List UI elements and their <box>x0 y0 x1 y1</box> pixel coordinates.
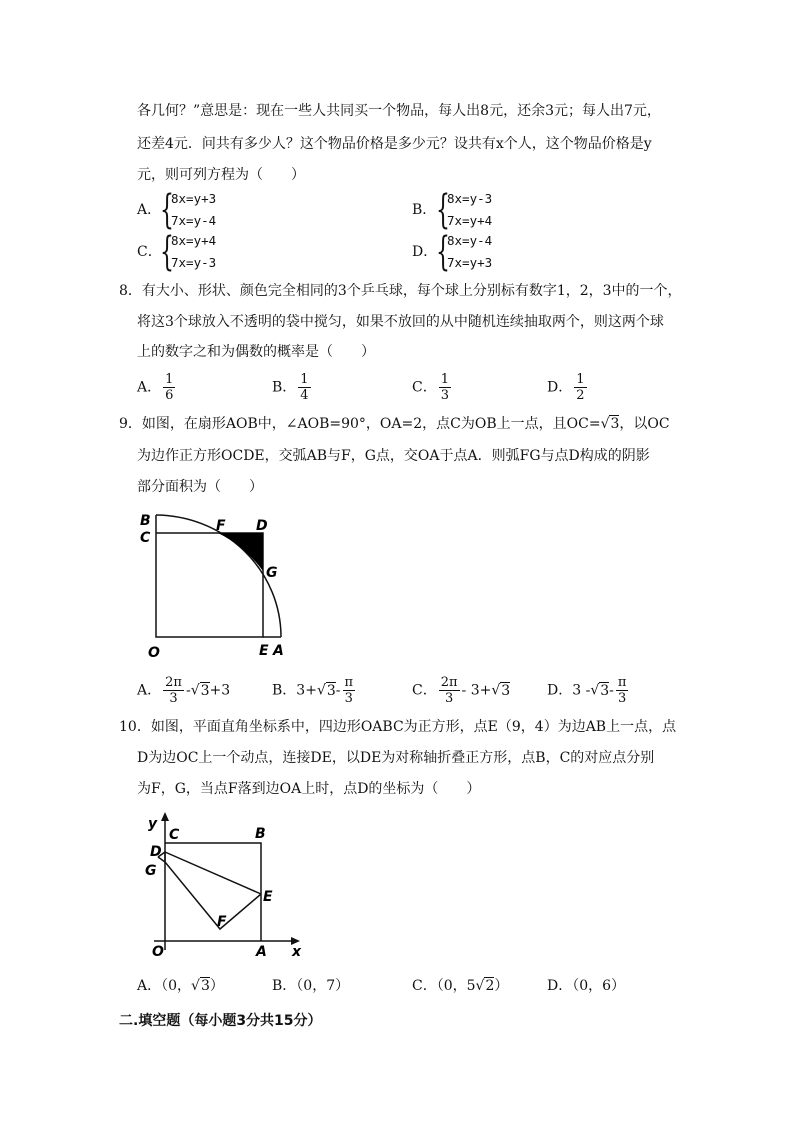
q10-option-c-pre: （0，5 <box>436 978 476 994</box>
q7-option-c-system <box>171 230 216 274</box>
q7-option-a-label: A． <box>137 202 162 218</box>
q9-line1: 9．如图，在扇形AOB中，∠AOB=90°，OA=2，点C为OB上一点，且OC=√3，以OC <box>119 416 670 432</box>
q9-option-a-tail: +3 <box>209 682 231 699</box>
q9-option-c-num: 2π <box>440 675 458 690</box>
q9-line1-tail: ，以OC <box>619 416 670 432</box>
q7-option-a-eq1: 8x=y+3 <box>171 191 217 206</box>
q9-line1-text: 9．如图，在扇形AOB中，∠AOB=90°，OA=2，点C为OB上一点，且OC= <box>119 416 601 432</box>
q7-option-d-eq1: 8x=y-4 <box>447 233 493 248</box>
q8-option-b-label: B． <box>272 379 297 396</box>
q9-option-a-minus: - <box>185 682 191 699</box>
q10-label-e: E <box>263 889 273 905</box>
q9-option-c-sqrt: 3 <box>501 682 511 699</box>
q10-option-c-label: C． <box>412 978 437 994</box>
q9-option-d-label: D． <box>547 682 573 699</box>
q9-option-a: A． $\frac{2\pi}{3}$ -√3+3 <box>137 675 231 706</box>
q9-option-b-minus: - <box>335 682 341 699</box>
q8-option-a-den: 6 <box>165 388 174 403</box>
q7-option-a-brace: { <box>160 187 174 233</box>
q10-label-o: O <box>152 944 164 960</box>
q10-option-d <box>547 976 625 996</box>
q10-label-d: D <box>150 844 162 860</box>
q8-option-d-den: 2 <box>576 388 585 403</box>
q9-option-d: D．3 -√3- $\frac{\pi}{3}$ <box>547 675 627 706</box>
q10-line2: D为边OC上一个动点，连接DE，以DE为对称轴折叠正方形，点B，C的对应点分别 <box>137 750 655 766</box>
q9-option-b-den: 3 <box>344 691 353 706</box>
q9-option-c-den: 3 <box>444 691 454 706</box>
q9-option-b: B．3+√3- $\frac{\pi}{3}$ <box>272 675 354 706</box>
q7-option-d-system <box>447 230 492 274</box>
q9-option-b-label: B． <box>272 682 297 699</box>
q7-option-d-label: D． <box>412 244 438 260</box>
q7-line1: 各几何？”意思是：现在一些人共同买一个物品，每人出8元，还余3元；每人出7元， <box>137 103 661 119</box>
q7-option-c-eq2: 7x=y-3 <box>171 255 217 270</box>
q9-label-g: G <box>266 565 278 581</box>
q10-line1: 10．如图，平面直角坐标系中，四边形OABC为正方形，点E（9，4）为边AB上一点，点 <box>119 719 677 735</box>
q7-option-b-label: B． <box>412 202 437 218</box>
q9-label-c: C <box>140 530 151 546</box>
q10-option-d-text: （0，6） <box>572 978 626 994</box>
q10-label-y: y <box>148 816 158 832</box>
q8-option-c-label: C． <box>412 379 437 396</box>
q7-option-c-label: C． <box>137 244 162 260</box>
q10-option-d-label: D． <box>547 978 573 994</box>
q10-line3: 为F，G，当点F落到边OA上时，点D的坐标为（ ） <box>137 781 481 797</box>
q10-label-b: B <box>255 826 266 842</box>
q8-option-b-num: 1 <box>300 372 309 387</box>
q7-option-b-eq2: 7x=y+4 <box>447 213 493 228</box>
q9-option-b-pre: 3+ <box>296 682 317 699</box>
q8-option-a <box>137 372 177 403</box>
q10-option-a: A．（0，√3） <box>137 978 224 994</box>
q7-option-b-system <box>447 188 492 232</box>
q9-option-d-num: π <box>617 675 627 690</box>
q9-option-b-sqrt: 3 <box>326 682 336 699</box>
q8-option-a-num: 1 <box>165 372 174 387</box>
q10-option-c-post: ） <box>494 978 509 994</box>
q8-option-b-den: 4 <box>300 388 309 403</box>
q10-label-g: G <box>145 863 157 879</box>
q8-option-b-fraction <box>298 372 310 403</box>
q7-option-d-eq2: 7x=y+3 <box>447 255 493 270</box>
q7-option-b-brace: { <box>436 187 450 233</box>
q8-option-d-num: 1 <box>576 372 585 387</box>
q9-figure <box>130 505 300 665</box>
q7-option-a-eq2: 7x=y-4 <box>171 213 217 228</box>
q8-option-a-label: A． <box>137 379 162 396</box>
q7-line2: 还差4元．问共有多少人？这个物品价格是多少元？设共有x个人，这个物品价格是y <box>137 136 652 152</box>
q7-option-b-eq1: 8x=y-3 <box>447 191 493 206</box>
q10-option-b <box>272 976 349 996</box>
section-2-heading: 二.填空题（每小题3分共15分） <box>119 1013 322 1029</box>
q10-option-b-label: B． <box>272 978 297 994</box>
q9-option-d-sqrt: 3 <box>600 682 610 699</box>
q9-option-c-mid: - 3+ <box>461 682 492 699</box>
q9-line2: 为边作正方形OCDE，交弧AB与F，G点，交OA于点A．则弧FG与点D构成的阴影 <box>137 448 650 464</box>
q9-option-b-num: π <box>344 675 354 690</box>
q10-folded-shape <box>165 852 261 929</box>
q9-line1-sqrt: 3 <box>610 416 620 432</box>
q9-line3: 部分面积为（ ） <box>137 479 263 495</box>
q9-label-e: E <box>259 643 269 659</box>
q9-label-b: B <box>140 513 151 529</box>
q7-option-c-eq1: 8x=y+4 <box>171 233 217 248</box>
q10-y-arrow-icon <box>161 812 169 821</box>
q10-option-b-text: （0，7） <box>296 978 350 994</box>
q8-line2: 将这3个球放入不透明的袋中搅匀，如果不放回的从中随机连续抽取两个，则这两个球 <box>137 314 664 330</box>
q8-option-c <box>412 372 453 403</box>
q8-option-d-fraction <box>574 372 586 403</box>
q9-option-a-label: A． <box>137 682 162 699</box>
q8-option-c-num: 1 <box>440 372 449 387</box>
q10-option-a-label: A． <box>137 978 162 994</box>
q9-option-d-minus: - <box>609 682 614 699</box>
q7-option-a-system <box>171 188 216 232</box>
q9-option-d-pre: 3 - <box>572 682 591 699</box>
q8-option-c-den: 3 <box>440 388 449 403</box>
q10-option-c: C．（0，5√2） <box>412 978 509 994</box>
q7-option-c-brace: { <box>160 229 174 275</box>
q10-label-x: x <box>292 944 302 960</box>
q9-option-d-den: 3 <box>618 691 627 706</box>
q10-label-a: A <box>256 944 267 960</box>
q10-option-a-pre: （0， <box>161 978 192 994</box>
q8-line1: 8．有大小、形状、颜色完全相同的3个乒乓球，每个球上分别标有数字1，2，3中的一个， <box>119 283 682 299</box>
q8-line3: 上的数字之和为偶数的概率是（ ） <box>137 344 375 360</box>
q10-label-f: F <box>217 914 227 930</box>
q10-option-a-sqrt: 3 <box>200 978 210 994</box>
q8-option-d-label: D． <box>547 379 573 396</box>
q7-option-d-brace: { <box>436 229 450 275</box>
q9-option-a-num: 2π <box>165 675 182 690</box>
q9-option-a-den: 3 <box>169 691 178 706</box>
q10-option-a-post: ） <box>209 978 224 994</box>
q9-label-f: F <box>216 518 226 534</box>
q10-label-c: C <box>169 827 180 843</box>
q8-option-c-fraction <box>439 372 451 403</box>
q9-option-c: C． $\frac{2\pi}{3}$ - 3+√3 <box>412 675 511 706</box>
q9-option-c-label: C． <box>412 682 437 699</box>
q9-label-o: O <box>148 645 160 661</box>
q7-line3: 元，则可列方程为（ ） <box>137 167 305 183</box>
q9-option-a-sqrt: 3 <box>200 682 210 699</box>
q9-label-a: A <box>273 643 284 659</box>
q10-segment-de <box>165 852 261 894</box>
q8-option-b <box>272 372 313 403</box>
q9-label-d: D <box>256 518 268 534</box>
q8-option-d <box>547 372 589 403</box>
q8-option-a-fraction <box>163 372 175 403</box>
q10-figure <box>140 810 310 960</box>
q10-option-c-sqrt: 2 <box>485 978 495 994</box>
